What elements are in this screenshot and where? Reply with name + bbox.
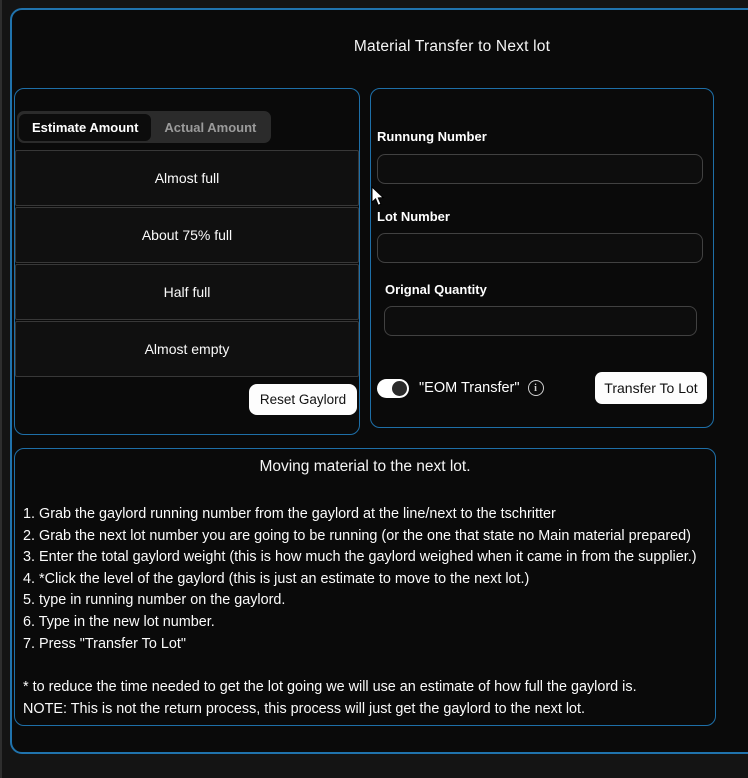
level-button-almost-full[interactable]: Almost full bbox=[15, 150, 359, 206]
instruction-footnotes bbox=[23, 677, 707, 720]
level-button-almost-empty[interactable]: Almost empty bbox=[15, 321, 359, 377]
transfer-form-panel bbox=[370, 88, 714, 428]
material-transfer-container bbox=[10, 8, 748, 754]
running-number-label: Runnung Number bbox=[377, 129, 487, 144]
amount-tabs bbox=[17, 111, 271, 143]
instructions-panel bbox=[14, 448, 716, 726]
page-title: Material Transfer to Next lot bbox=[353, 38, 551, 55]
tab-actual-amount[interactable]: Actual Amount bbox=[164, 119, 257, 135]
instruction-step-1: 1. Grab the gaylord running number from the gaylord at the line/next to the tschritter bbox=[23, 506, 556, 522]
transfer-to-lot-button[interactable]: Transfer To Lot bbox=[595, 372, 707, 404]
window-left-edge bbox=[0, 0, 2, 778]
info-icon[interactable]: i bbox=[528, 380, 544, 396]
instruction-step-5: 5. type in running number on the gaylord. bbox=[23, 592, 286, 609]
instruction-step-3: 3. Enter the total gaylord weight (this is how much the gaylord weighed when it came in from the supplier.) bbox=[23, 549, 697, 566]
estimate-panel bbox=[14, 88, 360, 435]
toggle-knob bbox=[392, 381, 407, 396]
running-number-input[interactable] bbox=[377, 154, 703, 184]
gaylord-level-list bbox=[15, 150, 359, 378]
form-footer bbox=[377, 372, 707, 404]
instruction-step-2: 2. Grab the next lot number you are going to be running (or the one that state no Main material prepared) bbox=[23, 527, 691, 544]
instruction-footnote-estimate: * to reduce the time needed to get the lot going we will use an estimate of how full the gaylord is. bbox=[23, 679, 637, 696]
instruction-step-6: 6. Type in the new lot number. bbox=[23, 613, 215, 630]
lot-number-input[interactable] bbox=[377, 233, 703, 263]
original-quantity-input[interactable] bbox=[384, 306, 697, 336]
level-button-half-full[interactable]: Half full bbox=[15, 264, 359, 320]
instructions-heading: Moving material to the next lot. bbox=[259, 458, 471, 475]
lot-number-label: Lot Number bbox=[377, 209, 450, 224]
tab-estimate-amount[interactable]: Estimate Amount bbox=[19, 114, 151, 141]
eom-transfer-toggle[interactable] bbox=[377, 379, 409, 398]
original-quantity-label: Orignal Quantity bbox=[385, 282, 487, 297]
reset-gaylord-button[interactable]: Reset Gaylord bbox=[249, 384, 357, 415]
level-button-about-75-full[interactable]: About 75% full bbox=[15, 207, 359, 263]
instruction-footnote-note: NOTE: This is not the return process, this process will just get the gaylord to the next lot. bbox=[23, 700, 586, 717]
instruction-step-7: 7. Press "Transfer To Lot" bbox=[23, 635, 186, 652]
instruction-step-4: 4. *Click the level of the gaylord (this is just an estimate to move to the next lot.) bbox=[23, 570, 530, 587]
eom-transfer-label: "EOM Transfer" bbox=[419, 380, 520, 396]
instruction-steps bbox=[23, 504, 707, 655]
